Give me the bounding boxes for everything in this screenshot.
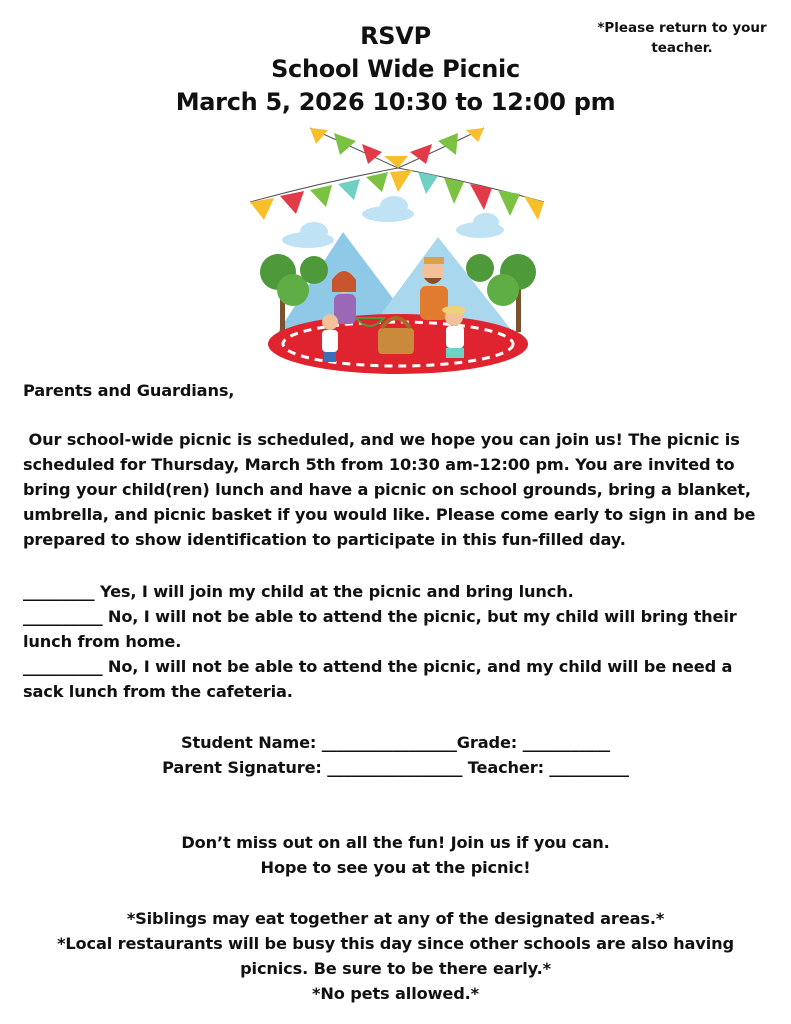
rsvp-option-no-sack-lunch: __________ No, I will not be able to attend the picnic, and my child will be need a sack lunch from the cafeteria. xyxy=(23,657,733,701)
family-picnic-illustration xyxy=(248,122,546,382)
rsvp-option-no-home-lunch: __________ No, I will not be able to attend the picnic, but my child will bring their lunch from home. xyxy=(23,607,737,651)
note-siblings: *Siblings may eat together at any of the designated areas.* xyxy=(126,909,665,928)
note-no-pets: *No pets allowed.* xyxy=(312,984,479,1003)
parent-signature-teacher-line: Parent Signature: _________________ Teacher: __________ xyxy=(162,758,629,777)
note-restaurants: *Local restaurants will be busy this day since other schools are also having picnics. Be sure to be there early.* xyxy=(57,934,734,978)
rsvp-option-yes: _________ Yes, I will join my child at the picnic and bring lunch. xyxy=(23,582,574,601)
closing-line-2: Hope to see you at the picnic! xyxy=(260,858,531,877)
closing-line-1: Don’t miss out on all the fun! Join us if you can. xyxy=(181,833,610,852)
title-event: School Wide Picnic xyxy=(271,55,520,83)
letter-intro: Our school-wide picnic is scheduled, and we hope you can join us! The picnic is scheduled for Thursday, March 5th from 10:30 am-12:00 pm. You are invited to bring your child(ren) lunch and have a picnic on school grounds, bring a blanket, umbrella, and picnic basket if you would like. Please come early to sign in and be prepared to show identification to participate in this fun-filled day. xyxy=(23,430,761,549)
title-rsvp: RSVP xyxy=(360,22,431,50)
letter-greeting: Parents and Guardians, xyxy=(23,381,235,400)
student-name-grade-line: Student Name: _________________Grade: ___________ xyxy=(181,733,610,752)
return-note: *Please return to your teacher. xyxy=(597,20,767,56)
title-date: March 5, 2026 10:30 to 12:00 pm xyxy=(175,88,616,116)
